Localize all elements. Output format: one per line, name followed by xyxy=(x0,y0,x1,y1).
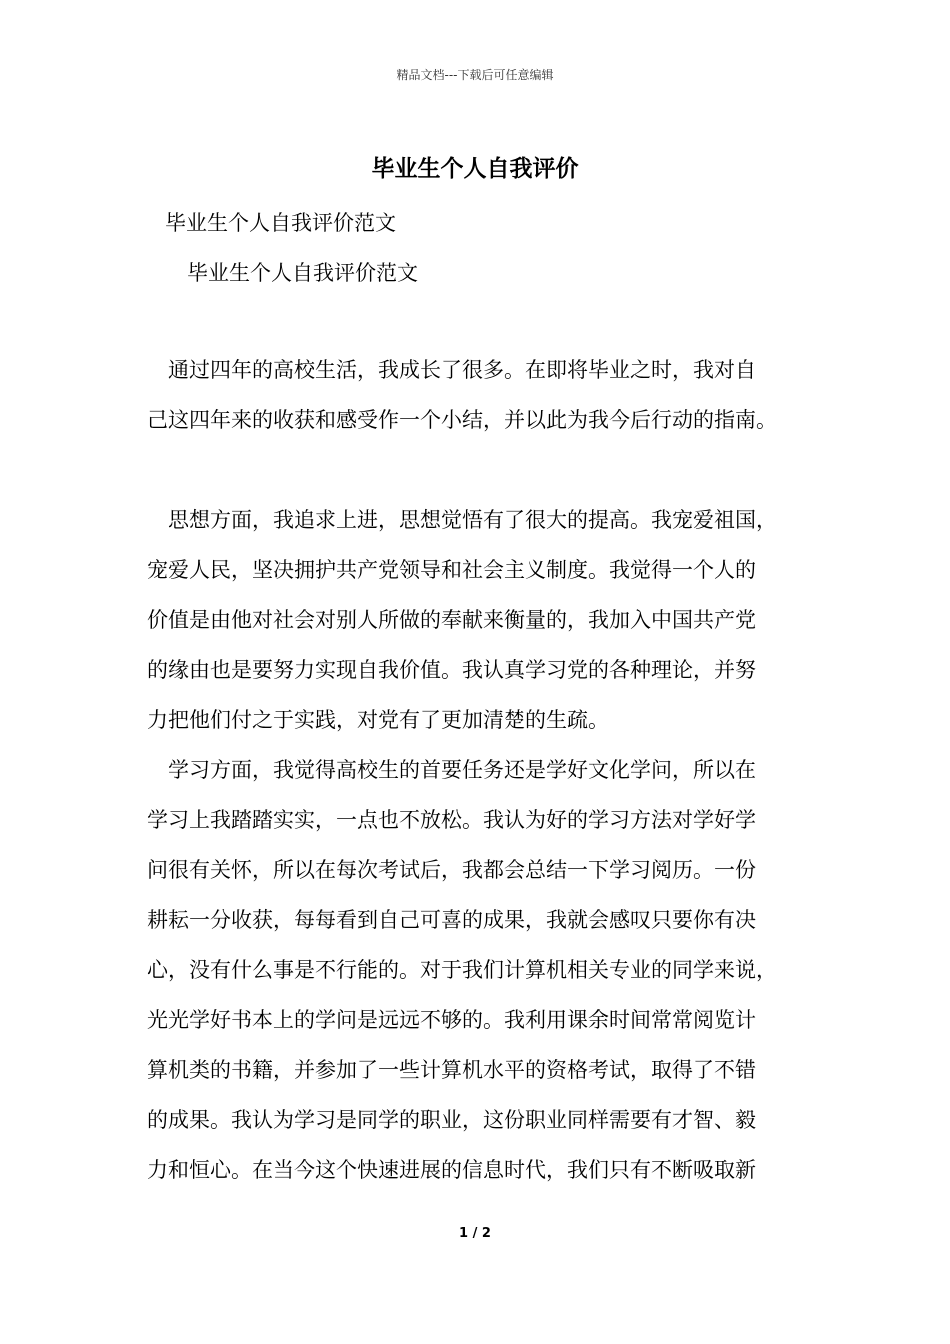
text-line: 价值是由他对社会对别人所做的奉献来衡量的，我加入中国共产党 xyxy=(147,608,756,632)
text-line: 力和恒心。在当今这个快速进展的信息时代，我们只有不断吸取新 xyxy=(147,1158,756,1182)
paragraph-intro xyxy=(147,345,827,445)
text-line: 算机类的书籍，并参加了一些计算机水平的资格考试，取得了不错 xyxy=(147,1058,756,1082)
text-line: 心，没有什么事是不行能的。对于我们计算机相关专业的同学来说， xyxy=(147,958,777,982)
text-line: 的缘由也是要努力实现自我价值。我认真学习党的各种理论，并努 xyxy=(147,658,756,682)
text-line: 思想方面，我追求上进，思想觉悟有了很大的提高。我宠爱祖国， xyxy=(147,508,777,532)
text-line: 通过四年的高校生活，我成长了很多。在即将毕业之时，我对自 xyxy=(147,358,756,382)
text-line: 力把他们付之于实践，对党有了更加清楚的生疏。 xyxy=(147,708,609,732)
text-line: 学习上我踏踏实实，一点也不放松。我认为好的学习方法对学好学 xyxy=(147,808,756,832)
text-line: 问很有关怀，所以在每次考试后，我都会总结一下学习阅历。一份 xyxy=(147,858,756,882)
subtitle-line-2: 毕业生个人自我评价范文 xyxy=(187,261,418,285)
text-line: 的成果。我认为学习是同学的职业，这份职业同样需要有才智、毅 xyxy=(147,1108,756,1132)
text-line: 耕耘一分收获，每每看到自己可喜的成果，我就会感叹只要你有决 xyxy=(147,908,756,932)
document-title: 毕业生个人自我评价 xyxy=(371,155,579,182)
paragraph-body xyxy=(147,495,827,1195)
text-line: 光光学好书本上的学问是远远不够的。我利用课余时间常常阅览计 xyxy=(147,1008,756,1032)
text-line: 学习方面，我觉得高校生的首要任务还是学好文化学问，所以在 xyxy=(147,758,756,782)
subtitle-line-1: 毕业生个人自我评价范文 xyxy=(165,211,396,235)
text-line: 宠爱人民，坚决拥护共产党领导和社会主义制度。我觉得一个人的 xyxy=(147,558,756,582)
text-line: 己这四年来的收获和感受作一个小结，并以此为我今后行动的指南。 xyxy=(147,408,777,432)
header-note: 精品文档---下载后可任意编辑 xyxy=(396,68,554,82)
page-number: 1 / 2 xyxy=(459,1226,491,1241)
